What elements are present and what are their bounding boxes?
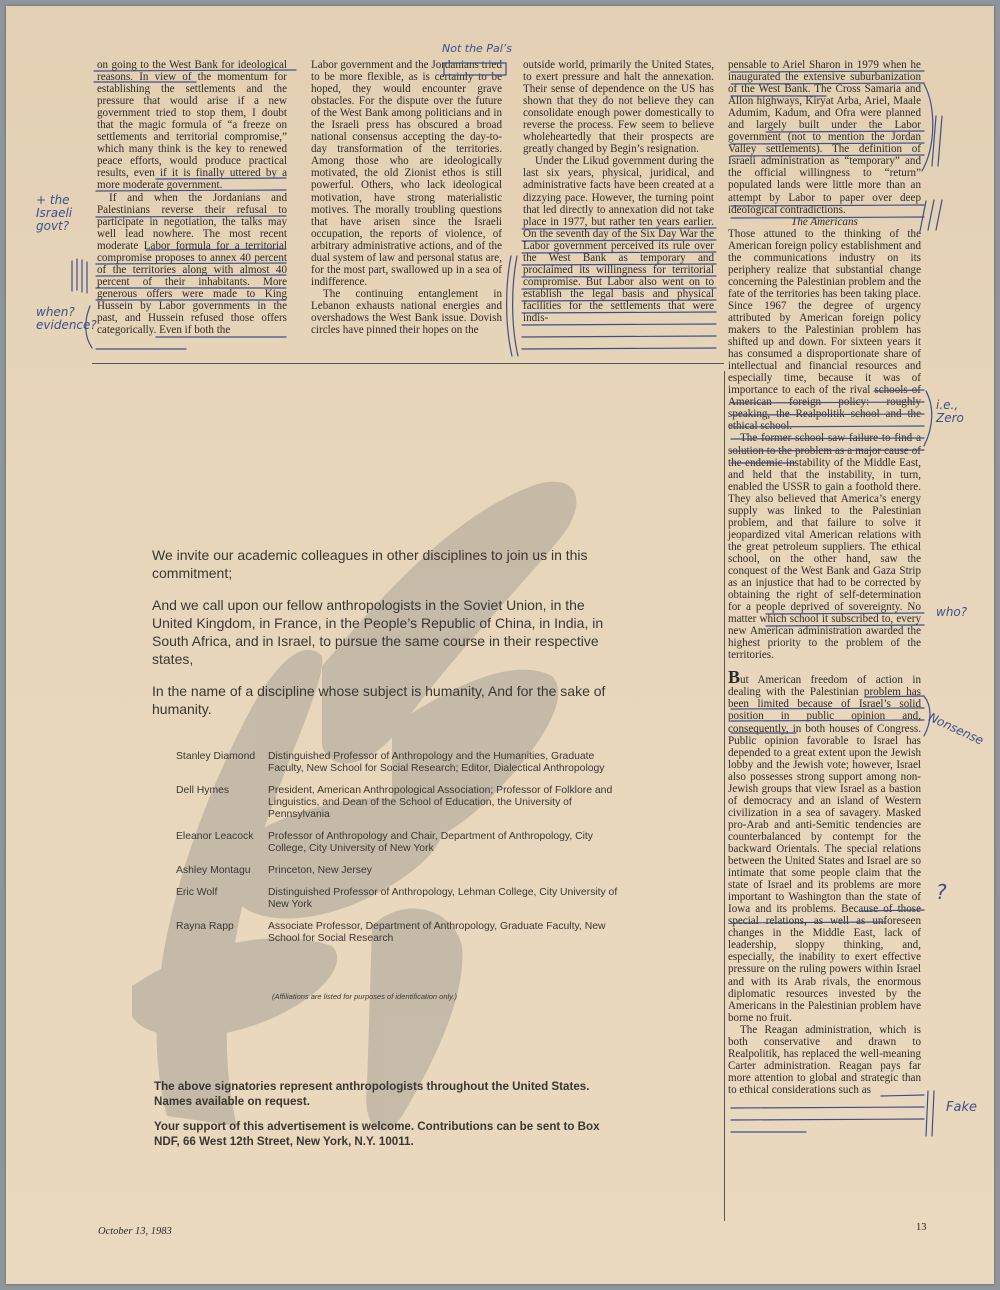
affiliations-footnote: (Affiliations are listed for purposes of identification only.) [272, 992, 457, 1001]
signatory-affiliation: Distinguished Professor of Anthropology, Lehman College, City University of New York [268, 887, 618, 910]
handwritten-note: Not the Pal’s [442, 42, 512, 55]
paragraph: pensable to Ariel Sharon in 1979 when he inaugurated the extensive suburbanization of the West Bank. The Cross Samaria and Allon highways, Kiryat Arba, Ariel, Maale Adumim, Kadum, and Ofra were planned and largely built under the Labor government (not to mention the Jordan Valley settlements). The definition of Israeli administration as “temporary” and the official willingness to “return” populated lands were little more than an attempt by Labor to paper over deep ideological contradictions. [728, 59, 921, 216]
handwritten-note: when? evidence? [36, 305, 97, 332]
signatory-affiliation: Princeton, New Jersey [268, 865, 372, 876]
section-subhead: The Americans [791, 215, 858, 228]
contributions-note: Your support of this advertisement is welcome. Contributions can be sent to Box NDF, 66 West 12th Street, New York, N.Y. 10011. [154, 1120, 600, 1148]
signatory-name: Rayna Rapp [176, 921, 234, 932]
signatory-name: Eric Wolf [176, 887, 218, 898]
handwritten-note: + the Israeli govt? [36, 193, 73, 233]
handwritten-note: Fake [946, 1100, 977, 1115]
ad-paragraph: We invite our academic colleagues in other disciplines to join us in this commitment; [152, 547, 588, 581]
handwritten-note: ? [936, 880, 947, 904]
paragraph: Labor government and the Jordanians tried to be more flexible, as is certainly to be hoped, they would encounter grave obstacles. For the dispute over the future of the West Bank among politicians and in the Israeli press has obscured a broad national consensus accepting the day-to-day transformation of the territories. Among those who are ideologically motivated, the old Zionist ethos is still powerful. Others, who lack ideological motivation, have strong materialistic motives. The morally troubling questions that have arisen since the Israeli occupation, the reports of violence, of arbitrary administrative actions, and of the dual system of law and personal status are, for the most part, swallowed up in a sea of indifference. [311, 59, 502, 288]
paragraph: on going to the West Bank for ideological reasons. In view of the momentum for establishing the settlements and the pressure that would arise if a new government tried to stop them, I doubt that the magic formula of “a freeze on settlements and territorial compromise,” which many think is the key to renewed peace efforts, would produce practical results, even if it is finally uttered by a more moderate government. [97, 59, 287, 192]
page-number: 13 [916, 1222, 927, 1233]
signatory-name: Dell Hymes [176, 785, 230, 796]
signatory-affiliation: Professor of Anthropology and Chair, Department of Anthropology, City College, City University of New York [268, 831, 593, 854]
signatories-note: The above signatories represent anthropologists throughout the United States. Names available on request. [154, 1080, 590, 1108]
signatory-name: Eleanor Leacock [176, 831, 254, 842]
issue-date: October 13, 1983 [98, 1226, 172, 1237]
signatory-name: Ashley Montagu [176, 865, 251, 876]
signatory-affiliation: Distinguished Professor of Anthropology and the Humanities, Graduate Faculty, New School for Social Research; Editor, Dialectical Anthropology [268, 751, 605, 774]
ad-paragraph: And we call upon our fellow anthropologists in the Soviet Union, in the United Kingdom, in France, in the People’s Republic of China, in India, in South Africa, and in Israel, to pursue the same course in their respective states, [152, 597, 604, 667]
paragraph-text: ut American freedom of action in dealing with the Palestinian problem has been limited because of Israel’s solid position in public opinion and, consequently, in both houses of Congress. Public opinion favorable to Israel has depended to a great extent upon the Jewish lobby and the Jewish vote; however, Israel also possesses strong support among non-Jewish groups that view Israel as a bastion of democracy and an island of Western civilization in a sea of savagery. Masked pro-Arab and anti-Semitic tendencies are counterbalanced by contempt for the backward Orientals. The special relations between the United States and Israel are so intimate that some people claim that the state of Israel and its problems are more important to Washington than the state of Iowa and its problems. Because of those special relations, as well as unforeseen changes in the Middle East, lack of leadership, sloppy thinking, and, especially, the inability to exert effective pressure on the ruling powers within Israel and with its Arab rivals, the enormous diplomatic resources invested by the Americans in the Palestinian problem have borne no fruit. [728, 674, 921, 1024]
paragraph: If and when the Jordanians and Palestinians reverse their refusal to participate in negotiation, the talks may well lead nowhere. The most recent moderate Labor formula for a territorial compromise proposes to annex 40 percent of the territories along with almost 40 percent of their inhabitants. More generous offers were made to King Hussein by Labor governments in the past, and Hussein refused those offers categorically. Even if both the [97, 191, 287, 337]
paragraph: The former school saw failure to find a solution to the problem as a major cause of the endemic instability of the Middle East, and held that the instability, in turn, enabled the USSR to gain a foothold there. They also believed that America’s energy supply was linked to the Palestinian problem, and that failure to solve it jeopardized vital American relations with the great petroleum suppliers. The ethical school, on the other hand, saw the conquest of the West Bank and Gaza Strip as an injustice that had to be corrected by obtaining the right of self-determination for a people deprived of sovereignty. No matter which school it subscribed to, every new American administration awarded the highest priority to the problem of the territories. [728, 432, 921, 662]
signatory-affiliation: Associate Professor, Department of Anthropology, Graduate Faculty, New School for Social Research [268, 921, 606, 944]
drop-cap: B [728, 667, 741, 688]
paragraph: Under the Likud government during the last six years, physical, juridical, and administrative facts have been created at a dizzying pace. However, the turning point that led directly to annexation did not take place in 1977, but rather ten years earlier. On the seventh day of the Six Day War the Labor government perceived its rule over the West Bank as temporary and proclaimed its willingness for territorial compromise. But Labor also went on to establish the legal basis and physical facilities for the settlements that were indis- [523, 155, 714, 324]
paragraph: The continuing entanglement in Lebanon exhausts national energies and overshadows the West Bank issue. Dovish circles have pinned their hopes on the [311, 287, 502, 337]
paragraph: Those attuned to the thinking of the American foreign policy establishment and the communications industry on its periphery realize that substantial change concerning the Palestinian problem and the fate of the territories has been taking place. Since 1967 the degree of urgency attributed by American foreign policy makers to the Palestinian problem has shifted up and down. For sixteen years it has consumed a disproportionate share of intellectual and financial resources and especially time, because it was of importance to each of the rival schools of American foreign policy: roughly speaking, the Realpolitik school and the ethical school. [728, 227, 921, 433]
handwritten-note: Nonsense [926, 710, 986, 748]
handwritten-note: who? [936, 605, 968, 619]
signatory-name: Stanley Diamond [176, 751, 256, 762]
ad-paragraph: In the name of a discipline whose subject is humanity, And for the sake of humanity. [152, 683, 606, 717]
pen-markings [6, 6, 994, 1284]
paragraph: The Reagan administration, which is both conservative and drawn to Realpolitik, has replaced the well-meaning Carter administration. Reagan pays far more attention to global and strategic than to ethical considerations such as [728, 1023, 921, 1096]
newspaper-page [6, 6, 994, 1284]
signatory-affiliation: President, American Anthropological Association; Professor of Folklore and Linguistics, and Dean of the School of Education, the University of Pennsylvania [268, 785, 613, 820]
paragraph: outside world, primarily the United States, to exert pressure and halt the annexation. Their sense of dependence on the US has shown that they do not believe they can consolidate enough power domestically to reverse the process. Few seem to believe wholeheartedly that their prospects are greatly changed by Begin’s resignation. [523, 59, 714, 156]
handwritten-note: i.e., Zero [936, 398, 964, 425]
